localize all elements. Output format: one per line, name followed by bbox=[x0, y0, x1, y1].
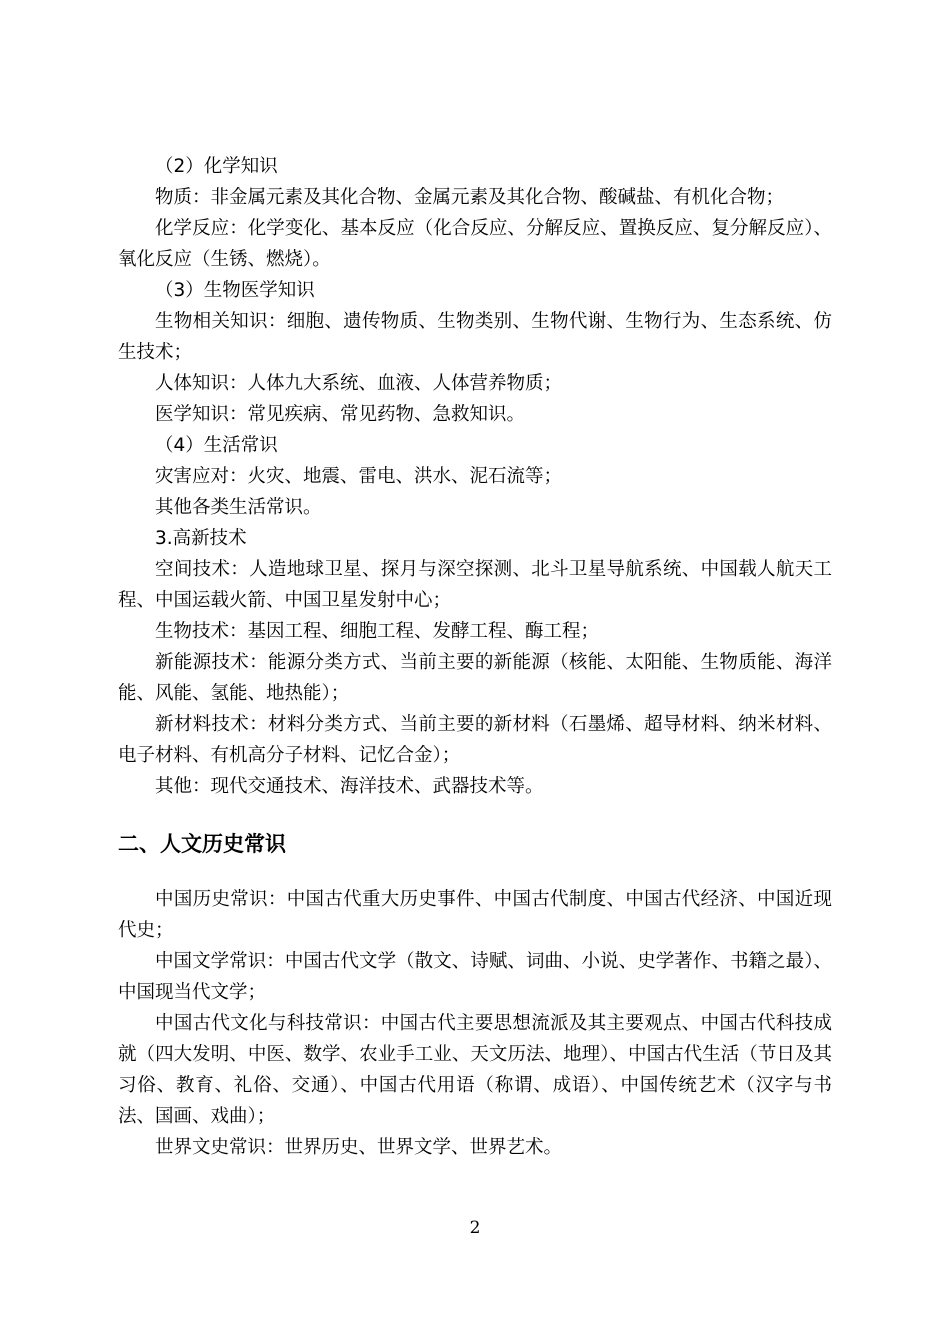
paragraph-literature: 中国文学常识：中国古代文学（散文、诗赋、词曲、小说、史学著作、书籍之最）、中国现当代文学； bbox=[118, 951, 832, 1003]
paragraph-chem-matter: 物质：非金属元素及其化合物、金属元素及其化合物、酸碱盐、有机化合物； bbox=[155, 187, 785, 208]
paragraph-life-disaster: 灾害应对：火灾、地震、雷电、洪水、泥石流等； bbox=[155, 466, 563, 487]
page-number: 2 bbox=[469, 1218, 481, 1238]
subheading-hightech: 3.高新技术 bbox=[155, 528, 247, 549]
paragraph-tech-bio: 生物技术：基因工程、细胞工程、发酵工程、酶工程； bbox=[155, 621, 600, 642]
paragraph-tech-other: 其他：现代交通技术、海洋技术、武器技术等。 bbox=[155, 776, 544, 797]
subheading-life: （4）生活常识 bbox=[155, 435, 278, 456]
subheading-biomedical: （3）生物医学知识 bbox=[155, 280, 315, 301]
paragraph-tech-space: 空间技术：人造地球卫星、探月与深空探测、北斗卫星导航系统、中国载人航天工程、中国运载火箭、中国卫星发射中心； bbox=[118, 559, 832, 611]
paragraph-tech-energy: 新能源技术：能源分类方式、当前主要的新能源（核能、太阳能、生物质能、海洋能、风能、氢能、地热能）； bbox=[118, 652, 832, 704]
subheading-chemistry: （2）化学知识 bbox=[155, 156, 278, 177]
paragraph-history: 中国历史常识：中国古代重大历史事件、中国古代制度、中国古代经济、中国近现代史； bbox=[118, 889, 832, 941]
paragraph-bio-human: 人体知识：人体九大系统、血液、人体营养物质； bbox=[155, 373, 563, 394]
section-heading-humanities: 二、人文历史常识 bbox=[118, 832, 286, 856]
paragraph-tech-material: 新材料技术：材料分类方式、当前主要的新材料（石墨烯、超导材料、纳米材料、电子材料、有机高分子材料、记忆合金）； bbox=[118, 714, 832, 766]
paragraph-chem-reaction: 化学反应：化学变化、基本反应（化合反应、分解反应、置换反应、复分解反应）、氧化反应（生锈、燃烧）。 bbox=[118, 218, 832, 270]
paragraph-culture: 中国古代文化与科技常识：中国古代主要思想流派及其主要观点、中国古代科技成就（四大发明、中医、数学、农业手工业、天文历法、地理）、中国古代生活（节日及其习俗、教育、礼俗、交通）、中国古代用语（称谓、成语）、中国传统艺术（汉字与书法、国画、戏曲）； bbox=[118, 1013, 832, 1127]
paragraph-world: 世界文史常识：世界历史、世界文学、世界艺术。 bbox=[155, 1137, 563, 1158]
paragraph-life-other: 其他各类生活常识。 bbox=[155, 497, 322, 518]
paragraph-bio-medical: 医学知识：常见疾病、常见药物、急救知识。 bbox=[155, 404, 526, 425]
paragraph-bio-related: 生物相关知识：细胞、遗传物质、生物类别、生物代谢、生物行为、生态系统、仿生技术； bbox=[118, 311, 832, 363]
